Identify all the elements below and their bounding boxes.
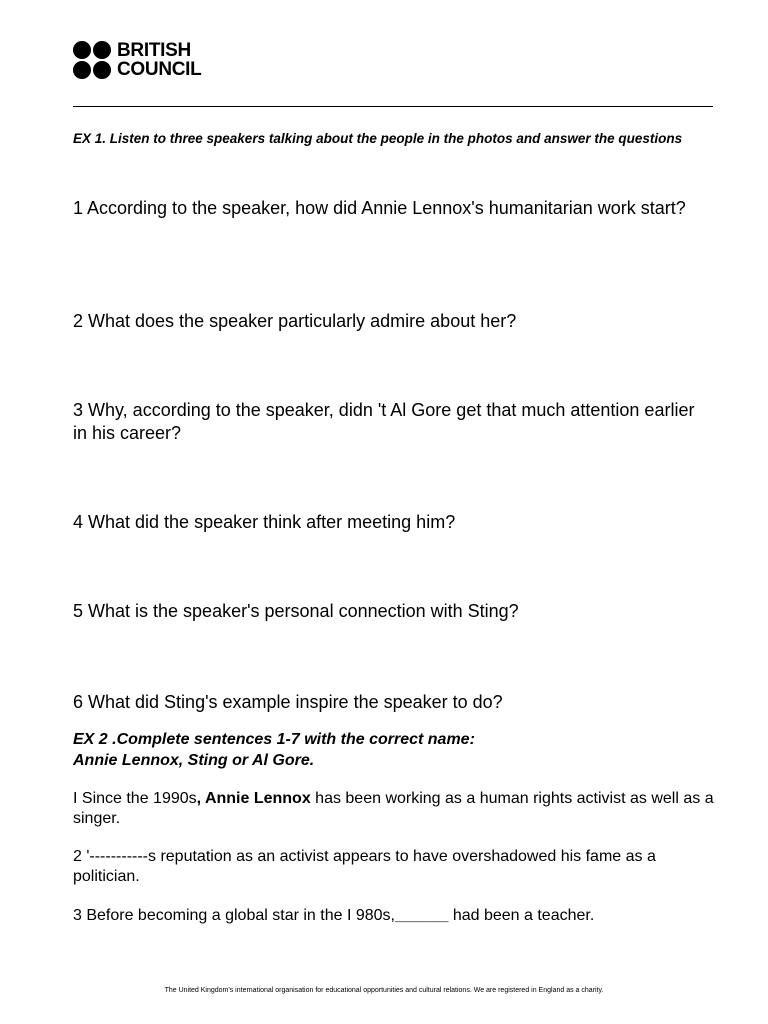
question-1: 1 According to the speaker, how did Annie Lennox's humanitarian work start? bbox=[73, 198, 686, 218]
sentence-3 bbox=[73, 906, 723, 926]
sentence-3-suffix: had been a teacher. bbox=[448, 907, 595, 924]
question-2: 2 What does the speaker particularly admire about her? bbox=[73, 311, 517, 331]
sentence-3-blank: ______ bbox=[394, 907, 449, 924]
logo-text bbox=[117, 41, 201, 79]
question-4: 4 What did the speaker think after meeting him? bbox=[73, 512, 456, 532]
question-6: 6 What did Sting's example inspire the speaker to do? bbox=[73, 692, 503, 712]
sentence-1-prefix: I Since the 1990s bbox=[73, 790, 197, 807]
ex1-title: EX 1. Listen to three speakers talking about the people in the photos and answer the questions bbox=[73, 131, 683, 146]
ex2-title-line-1: EX 2 .Complete sentences 1-7 with the correct name: bbox=[73, 731, 475, 748]
sentence-1 bbox=[73, 789, 723, 829]
question-3: 3 Why, according to the speaker, didn 't Al Gore get that much attention earlier in his career? bbox=[73, 400, 695, 443]
header-divider bbox=[73, 106, 713, 107]
ex2-title-line-2: Annie Lennox, Sting or Al Gore. bbox=[73, 752, 315, 769]
logo-line-2: COUNCIL bbox=[117, 59, 202, 80]
question-5: 5 What is the speaker's personal connection with Sting? bbox=[73, 601, 519, 621]
sentence-1-suffix: has been working as a human rights activist as well as a singer. bbox=[73, 790, 714, 827]
ex2-title bbox=[73, 729, 713, 771]
sentence-3-prefix: 3 Before becoming a global star in the I 980s, bbox=[73, 907, 395, 924]
sentence-1-bold-name: , Annie Lennox bbox=[196, 790, 311, 807]
footer-text: The United Kingdom's international organisation for educational opportunities and cultural relations. We are registered in England as a charity. bbox=[164, 987, 604, 994]
british-council-logo bbox=[73, 40, 201, 80]
logo-line-1: BRITISH bbox=[117, 40, 191, 61]
logo-dots-icon bbox=[73, 41, 111, 79]
sentence-2: 2 '-----------s reputation as an activist appears to have overshadowed his fame as a politician. bbox=[73, 848, 656, 885]
